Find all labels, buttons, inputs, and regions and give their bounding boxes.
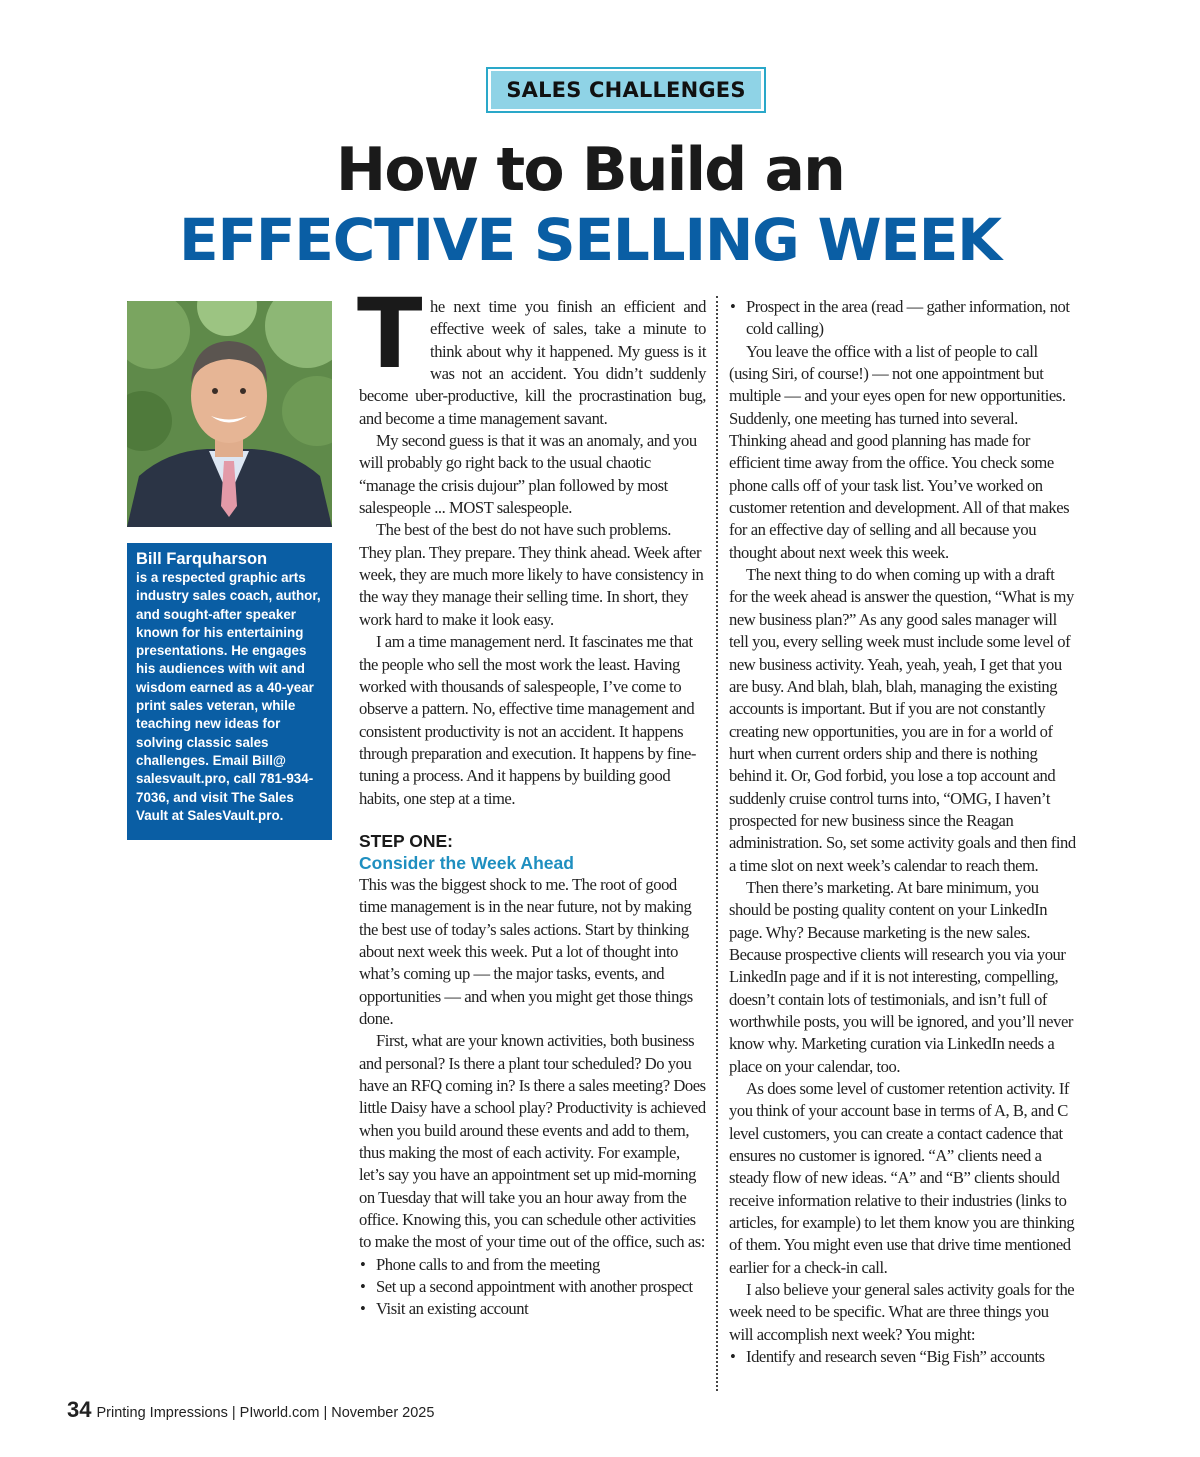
intro-text: he next time you finish an efficient and effective week of sales, take a minute to think about why it happened. My guess is it was not an accident. You didn’t suddenly become uber-productive, kill the procrastination bug, and become a time management savant. — [359, 297, 706, 428]
paragraph: As does some level of customer retention activity. If you think of your account base in terms of A, B, and C level customers, you can create a contact cadence that ensures no customer is ignored. “A” clients need a steady flow of new ideas. “A” and “B” clients should receive information relative to their industries (links to articles, for example) to let them know you are thinking of them. You might even use that drive time mentioned earlier for a check-in call. — [729, 1079, 1075, 1277]
headline-line-2: EFFECTIVE SELLING WEEK — [179, 206, 1001, 274]
bullet-icon: • — [360, 1277, 366, 1297]
paragraph: This was the biggest shock to me. The root of good time management is in the near future, not by making the best use of today’s sales actions. Start by thinking about next week this week. Put a lot of thought into what’s coming up — the major tasks, events, and opportunities — and when you might get those things done. — [359, 874, 693, 1028]
paragraph: First, what are your known activities, both business and personal? Is there a plant tour scheduled? Do you have an RFQ coming in? Is there a sales meeting? Does little Daisy have a school play? Productivity is achieved when you build around these events and add to them, thus making the most of each activity. For example, let’s say you have an appointment set up mid-morning on Tuesday that will take you an hour away from the office. Knowing this, you can schedule other activities to make the most of your time out of the office, such as: — [359, 1031, 706, 1252]
bullet-icon: • — [730, 297, 736, 316]
bullet-item: • Phone calls to and from the meeting — [359, 1254, 706, 1276]
page-footer — [67, 1397, 434, 1425]
paragraph: My second guess is that it was an anomaly, and you will probably go right back to the usual chaotic “manage the crisis dujour” plan followed by most salespeople ... MOST salespeople. — [359, 431, 697, 518]
step-subheading: Consider the Week Ahead — [359, 852, 574, 873]
paragraph: I also believe your general sales activity goals for the week need to be specific. What are three things you will accomplish next week? You might: — [729, 1280, 1075, 1344]
bullet-item: • Visit an existing account — [359, 1298, 706, 1320]
drop-cap: T — [357, 278, 423, 390]
section-tag — [486, 67, 766, 113]
author-bio-text: is a respected graphic arts industry sales coach, author, and sought-after speaker known for his entertaining presentations. He engages his audiences with wit and wisdom earned as a 40-year print sales veteran, while teaching new ideas for solving classic sales challenges. Email Bill@ salesvault.pro, call 781-934-7036, and visit The Sales Vault at SalesVault.pro. — [136, 570, 321, 823]
bullet-icon: • — [730, 1347, 736, 1367]
headline-line-1: How to Build an — [335, 135, 845, 205]
bullet-item: • Set up a second appointment with another prospect — [359, 1276, 706, 1298]
article-column-2 — [729, 296, 1076, 1369]
paragraph: The next thing to do when coming up with a draft for the week ahead is answer the question, “What is my new business plan?” As any good sales manager will tell you, every selling week must include some level of new business activity. Yeah, yeah, yeah, I get that you are busy. And blah, blah, blah, managing the existing accounts is important. But if you are not constantly creating new opportunities, you are in for a world of hurt when current orders ship and there is nothing behind it. Or, God forbid, you lose a top account and suddenly cruise control turns into, “OMG, I haven’t prospected for new business since the Reagan administration. So, set some activity goals and then find a time slot on next week’s calendar to reach them. — [729, 565, 1076, 875]
footer-publication: Printing Impressions | PIworld.com | November 2025 — [96, 1405, 435, 1421]
article-column-1 — [357, 278, 706, 1321]
bullet-icon: • — [360, 1254, 366, 1274]
section-tag-label: SALES CHALLENGES — [491, 71, 761, 109]
page-number: 34 — [67, 1397, 92, 1422]
paragraph: The best of the best do not have such problems. They plan. They prepare. They think ahead. Week after week, they are much more likely to have consistency in the way they manage their selling time. In short, they work hard to make it look easy. — [359, 520, 704, 629]
intro-paragraph — [357, 278, 706, 430]
paragraph: I am a time management nerd. It fascinates me that the people who sell the most work the least. Having worked with thousands of salespeople, I’ve come to observe a pattern. No, effective time management and consistent productivity is not an accident. It happens through preparation and execution. It happens by fine-tuning a process. And it happens by building good habits, one step at a time. — [359, 632, 696, 808]
author-photo — [127, 301, 332, 527]
author-bio-box — [127, 543, 332, 840]
paragraph: You leave the office with a list of people to call (using Siri, of course!) — not one appointment but multiple — and your eyes open for new opportunities. Suddenly, one meeting has turned into several. Thinking ahead and good planning has made for efficient time away from the office. You check some phone calls off of your task list. You’ve worked on customer retention and development. All of that makes for an effective day of selling and all because you thought about next week this week. — [729, 341, 1070, 562]
author-name: Bill Farquharson — [136, 550, 268, 568]
column-divider — [716, 296, 718, 1391]
paragraph: Then there’s marketing. At bare minimum, you should be posting quality content on your LinkedIn page. Why? Because marketing is the new sales. Because prospective clients will research you via your LinkedIn page and if it is not interesting, compelling, doesn’t contain lots of testimonials, and isn’t full of worthwhile posts, you will be ignored, and you’ll never know why. Marketing curation via LinkedIn needs a place on your calendar, too. — [729, 877, 1073, 1076]
bullet-icon: • — [360, 1299, 366, 1319]
bullet-item: • Identify and research seven “Big Fish” accounts — [729, 1346, 1076, 1368]
step-heading: STEP ONE: — [359, 830, 454, 851]
bullet-item: • Prospect in the area (read — gather information, not cold calling) — [730, 297, 1070, 339]
